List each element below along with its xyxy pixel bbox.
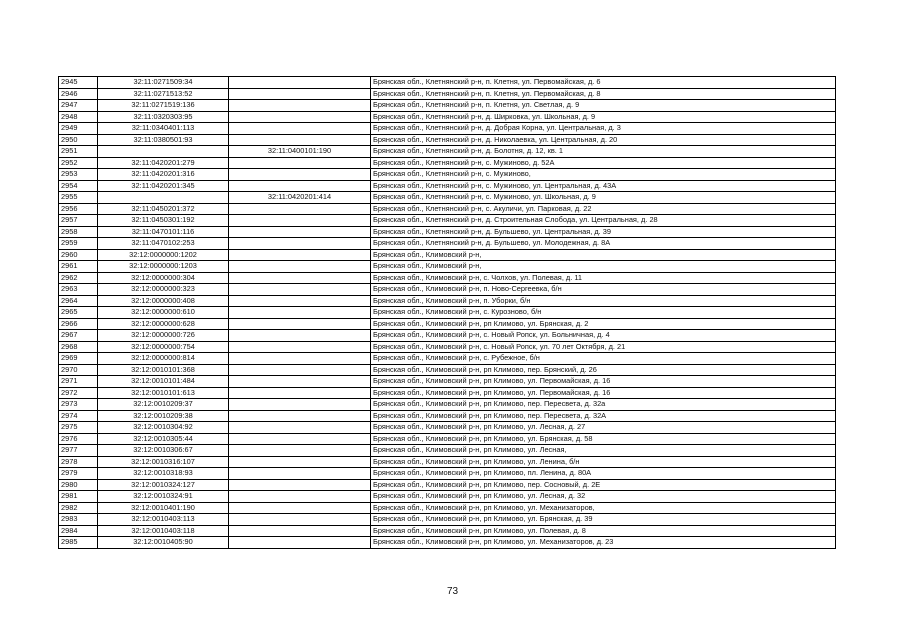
cadastral-number-cell: 32:12:0010101:613 bbox=[98, 387, 229, 399]
row-number-cell: 2947 bbox=[59, 100, 98, 112]
row-number-cell: 2960 bbox=[59, 249, 98, 261]
cadastral-number-cell: 32:11:0380501:93 bbox=[98, 134, 229, 146]
cadastral-number-cell: 32:12:0000000:754 bbox=[98, 341, 229, 353]
row-number-cell: 2957 bbox=[59, 215, 98, 227]
cadastral-number-alt-cell bbox=[229, 525, 371, 537]
row-number-cell: 2952 bbox=[59, 157, 98, 169]
cadastral-number-cell: 32:11:0340401:113 bbox=[98, 123, 229, 135]
table-row bbox=[59, 525, 836, 537]
address-cell: Брянская обл., Климовский р-н, рп Климово, ул. Механизаторов, bbox=[371, 502, 836, 514]
row-number-cell: 2958 bbox=[59, 226, 98, 238]
address-cell: Брянская обл., Климовский р-н, рп Климово, ул. Брянская, д. 58 bbox=[371, 433, 836, 445]
table-row bbox=[59, 376, 836, 388]
cadastral-number-cell: 32:12:0010316:107 bbox=[98, 456, 229, 468]
address-cell: Брянская обл., Клетнянский р-н, д. Ширковка, ул. Школьная, д. 9 bbox=[371, 111, 836, 123]
address-cell: Брянская обл., Климовский р-н, bbox=[371, 261, 836, 273]
address-cell: Брянская обл., Клетнянский р-н, с. Мужиново, ул. Школьная, д. 9 bbox=[371, 192, 836, 204]
table-row bbox=[59, 537, 836, 549]
address-cell: Брянская обл., Клетнянский р-н, с. Мужиново, д. 52А bbox=[371, 157, 836, 169]
cadastral-number-cell: 32:12:0010324:91 bbox=[98, 491, 229, 503]
cadastral-number-cell: 32:12:0010401:190 bbox=[98, 502, 229, 514]
cadastral-number-alt-cell bbox=[229, 203, 371, 215]
cadastral-number-cell: 32:12:0010403:118 bbox=[98, 525, 229, 537]
cadastral-number-cell: 32:12:0010101:484 bbox=[98, 376, 229, 388]
cadastral-number-alt-cell bbox=[229, 502, 371, 514]
table-row bbox=[59, 169, 836, 181]
row-number-cell: 2983 bbox=[59, 514, 98, 526]
cadastral-number-alt-cell bbox=[229, 295, 371, 307]
cadastral-number-alt-cell bbox=[229, 77, 371, 89]
address-cell: Брянская обл., Климовский р-н, рп Климово, пл. Ленина, д. 80А bbox=[371, 468, 836, 480]
table-row bbox=[59, 180, 836, 192]
table-row bbox=[59, 238, 836, 250]
row-number-cell: 2975 bbox=[59, 422, 98, 434]
cadastral-number-alt-cell bbox=[229, 445, 371, 457]
row-number-cell: 2965 bbox=[59, 307, 98, 319]
row-number-cell: 2969 bbox=[59, 353, 98, 365]
address-cell: Брянская обл., Климовский р-н, п. Уборки, б/н bbox=[371, 295, 836, 307]
table-row bbox=[59, 514, 836, 526]
table-row bbox=[59, 491, 836, 503]
table-row bbox=[59, 203, 836, 215]
table-row bbox=[59, 330, 836, 342]
cadastral-number-alt-cell bbox=[229, 123, 371, 135]
row-number-cell: 2984 bbox=[59, 525, 98, 537]
cadastral-number-cell: 32:11:0470102:253 bbox=[98, 238, 229, 250]
row-number-cell: 2951 bbox=[59, 146, 98, 158]
row-number-cell: 2980 bbox=[59, 479, 98, 491]
row-number-cell: 2955 bbox=[59, 192, 98, 204]
cadastral-number-cell: 32:12:0010306:67 bbox=[98, 445, 229, 457]
table-row bbox=[59, 272, 836, 284]
cadastral-number-alt-cell bbox=[229, 387, 371, 399]
table-row bbox=[59, 88, 836, 100]
cadastral-number-alt-cell: 32:11:0400101:190 bbox=[229, 146, 371, 158]
row-number-cell: 2982 bbox=[59, 502, 98, 514]
address-cell: Брянская обл., Клетнянский р-н, д. Добрая Корна, ул. Центральная, д. 3 bbox=[371, 123, 836, 135]
cadastral-number-cell: 32:12:0010324:127 bbox=[98, 479, 229, 491]
table-row bbox=[59, 100, 836, 112]
cadastral-number-cell: 32:12:0000000:610 bbox=[98, 307, 229, 319]
address-cell: Брянская обл., Климовский р-н, рп Климово, ул. Лесная, д. 32 bbox=[371, 491, 836, 503]
row-number-cell: 2974 bbox=[59, 410, 98, 422]
cadastral-number-cell: 32:12:0000000:628 bbox=[98, 318, 229, 330]
address-cell: Брянская обл., Клетнянский р-н, с. Мужиново, ул. Центральная, д. 43А bbox=[371, 180, 836, 192]
cadastral-number-alt-cell bbox=[229, 433, 371, 445]
page-number: 73 bbox=[446, 586, 459, 597]
cadastral-number-cell: 32:11:0450301:192 bbox=[98, 215, 229, 227]
cadastral-number-alt-cell bbox=[229, 353, 371, 365]
cadastral-number-cell: 32:11:0420201:279 bbox=[98, 157, 229, 169]
address-cell: Брянская обл., Клетнянский р-н, д. Бульшево, ул. Молодежная, д. 8А bbox=[371, 238, 836, 250]
row-number-cell: 2959 bbox=[59, 238, 98, 250]
address-cell: Брянская обл., Клетнянский р-н, д. Болотня, д. 12, кв. 1 bbox=[371, 146, 836, 158]
cadastral-number-cell: 32:12:0010304:92 bbox=[98, 422, 229, 434]
table-row bbox=[59, 387, 836, 399]
row-number-cell: 2981 bbox=[59, 491, 98, 503]
cadastral-number-cell: 32:12:0000000:408 bbox=[98, 295, 229, 307]
row-number-cell: 2956 bbox=[59, 203, 98, 215]
cadastral-number-alt-cell bbox=[229, 364, 371, 376]
table-row bbox=[59, 468, 836, 480]
table-row bbox=[59, 422, 836, 434]
cadastral-number-cell: 32:12:0010101:368 bbox=[98, 364, 229, 376]
table-row bbox=[59, 284, 836, 296]
row-number-cell: 2972 bbox=[59, 387, 98, 399]
cadastral-number-alt-cell bbox=[229, 284, 371, 296]
cadastral-number-alt-cell bbox=[229, 100, 371, 112]
cadastral-number-cell: 32:11:0271513:52 bbox=[98, 88, 229, 100]
address-cell: Брянская обл., Климовский р-н, рп Климово, ул. Лесная, д. 27 bbox=[371, 422, 836, 434]
table-row bbox=[59, 456, 836, 468]
table-row bbox=[59, 445, 836, 457]
table-row bbox=[59, 123, 836, 135]
table-row bbox=[59, 318, 836, 330]
table-row bbox=[59, 307, 836, 319]
cadastral-number-cell: 32:12:0010209:38 bbox=[98, 410, 229, 422]
address-cell: Брянская обл., Климовский р-н, с. Новый Ропск, ул. Больничная, д. 4 bbox=[371, 330, 836, 342]
address-cell: Брянская обл., Климовский р-н, рп Климово, пер. Сосновый, д. 2Е bbox=[371, 479, 836, 491]
cadastral-number-alt-cell bbox=[229, 399, 371, 411]
row-number-cell: 2971 bbox=[59, 376, 98, 388]
table-row bbox=[59, 399, 836, 411]
row-number-cell: 2950 bbox=[59, 134, 98, 146]
cadastral-number-cell: 32:12:0000000:323 bbox=[98, 284, 229, 296]
cadastral-number-cell: 32:12:0010403:113 bbox=[98, 514, 229, 526]
table-row bbox=[59, 502, 836, 514]
cadastral-number-alt-cell bbox=[229, 111, 371, 123]
address-cell: Брянская обл., Клетнянский р-н, с. Акуличи, ул. Парковая, д. 22 bbox=[371, 203, 836, 215]
cadastral-number-alt-cell bbox=[229, 514, 371, 526]
table-row bbox=[59, 157, 836, 169]
address-cell: Брянская обл., Климовский р-н, рп Климово, ул. Брянская, д. 39 bbox=[371, 514, 836, 526]
cadastral-number-alt-cell bbox=[229, 491, 371, 503]
row-number-cell: 2976 bbox=[59, 433, 98, 445]
cadastral-number-alt-cell bbox=[229, 226, 371, 238]
address-cell: Брянская обл., Клетнянский р-н, п. Клетня, ул. Светлая, д. 9 bbox=[371, 100, 836, 112]
cadastral-number-cell: 32:12:0000000:726 bbox=[98, 330, 229, 342]
cadastral-number-alt-cell bbox=[229, 376, 371, 388]
cadastral-number-alt-cell bbox=[229, 456, 371, 468]
cadastral-number-cell: 32:11:0271519:136 bbox=[98, 100, 229, 112]
table-row bbox=[59, 77, 836, 89]
property-registry-table bbox=[58, 76, 836, 549]
row-number-cell: 2949 bbox=[59, 123, 98, 135]
row-number-cell: 2978 bbox=[59, 456, 98, 468]
cadastral-number-cell: 32:12:0010318:93 bbox=[98, 468, 229, 480]
cadastral-number-cell: 32:11:0470101:116 bbox=[98, 226, 229, 238]
address-cell: Брянская обл., Климовский р-н, с. Рубежное, б/н bbox=[371, 353, 836, 365]
table-row bbox=[59, 192, 836, 204]
row-number-cell: 2973 bbox=[59, 399, 98, 411]
table-row bbox=[59, 353, 836, 365]
cadastral-number-cell: 32:12:0000000:1203 bbox=[98, 261, 229, 273]
cadastral-number-cell: 32:11:0271509:34 bbox=[98, 77, 229, 89]
cadastral-number-alt-cell bbox=[229, 468, 371, 480]
row-number-cell: 2948 bbox=[59, 111, 98, 123]
address-cell: Брянская обл., Климовский р-н, рп Климово, ул. Первомайская, д. 16 bbox=[371, 376, 836, 388]
table-row bbox=[59, 295, 836, 307]
table-row bbox=[59, 215, 836, 227]
cadastral-number-cell: 32:12:0000000:814 bbox=[98, 353, 229, 365]
cadastral-number-cell: 32:11:0420201:316 bbox=[98, 169, 229, 181]
row-number-cell: 2977 bbox=[59, 445, 98, 457]
address-cell: Брянская обл., Клетнянский р-н, с. Мужиново, bbox=[371, 169, 836, 181]
cadastral-number-alt-cell bbox=[229, 330, 371, 342]
cadastral-number-alt-cell bbox=[229, 157, 371, 169]
row-number-cell: 2968 bbox=[59, 341, 98, 353]
cadastral-number-cell: 32:12:0010209:37 bbox=[98, 399, 229, 411]
cadastral-number-alt-cell bbox=[229, 261, 371, 273]
table-row bbox=[59, 479, 836, 491]
table-body bbox=[59, 77, 836, 549]
address-cell: Брянская обл., Климовский р-н, рп Климово, ул. Ленина, б/н bbox=[371, 456, 836, 468]
cadastral-number-alt-cell bbox=[229, 88, 371, 100]
table-row bbox=[59, 146, 836, 158]
address-cell: Брянская обл., Климовский р-н, п. Ново-Сергеевка, б/н bbox=[371, 284, 836, 296]
address-cell: Брянская обл., Климовский р-н, рп Климово, ул. Полевая, д. 8 bbox=[371, 525, 836, 537]
cadastral-number-cell: 32:12:0000000:1202 bbox=[98, 249, 229, 261]
table-row bbox=[59, 364, 836, 376]
table-row bbox=[59, 261, 836, 273]
row-number-cell: 2962 bbox=[59, 272, 98, 284]
address-cell: Брянская обл., Климовский р-н, рп Климово, пер. Пересвета, д. 32а bbox=[371, 399, 836, 411]
address-cell: Брянская обл., Клетнянский р-н, д. Николаевка, ул. Центральная, д. 20 bbox=[371, 134, 836, 146]
cadastral-number-alt-cell bbox=[229, 341, 371, 353]
address-cell: Брянская обл., Клетнянский р-н, д. Строительная Слобода, ул. Центральная, д. 28 bbox=[371, 215, 836, 227]
address-cell: Брянская обл., Климовский р-н, рп Климово, ул. Брянская, д. 2 bbox=[371, 318, 836, 330]
row-number-cell: 2985 bbox=[59, 537, 98, 549]
table-row bbox=[59, 249, 836, 261]
row-number-cell: 2945 bbox=[59, 77, 98, 89]
cadastral-number-cell: 32:12:0010405:90 bbox=[98, 537, 229, 549]
cadastral-number-cell: 32:11:0450201:372 bbox=[98, 203, 229, 215]
address-cell: Брянская обл., Климовский р-н, с. Новый Ропск, ул. 70 лет Октября, д. 21 bbox=[371, 341, 836, 353]
cadastral-number-alt-cell bbox=[229, 537, 371, 549]
table-row bbox=[59, 111, 836, 123]
cadastral-number-alt-cell bbox=[229, 307, 371, 319]
cadastral-number-alt-cell bbox=[229, 238, 371, 250]
address-cell: Брянская обл., Климовский р-н, рп Климово, пер. Пересвета, д. 32А bbox=[371, 410, 836, 422]
row-number-cell: 2963 bbox=[59, 284, 98, 296]
cadastral-number-alt-cell bbox=[229, 249, 371, 261]
table-row bbox=[59, 341, 836, 353]
cadastral-number-alt-cell bbox=[229, 422, 371, 434]
address-cell: Брянская обл., Климовский р-н, рп Климово, ул. Лесная, bbox=[371, 445, 836, 457]
cadastral-number-cell: 32:12:0000000:304 bbox=[98, 272, 229, 284]
cadastral-number-alt-cell bbox=[229, 169, 371, 181]
cadastral-number-alt-cell bbox=[229, 318, 371, 330]
cadastral-number-alt-cell bbox=[229, 410, 371, 422]
address-cell: Брянская обл., Климовский р-н, с. Чолхов, ул. Полевая, д. 11 bbox=[371, 272, 836, 284]
table-row bbox=[59, 433, 836, 445]
address-cell: Брянская обл., Климовский р-н, с. Курозново, б/н bbox=[371, 307, 836, 319]
row-number-cell: 2954 bbox=[59, 180, 98, 192]
row-number-cell: 2966 bbox=[59, 318, 98, 330]
row-number-cell: 2953 bbox=[59, 169, 98, 181]
row-number-cell: 2967 bbox=[59, 330, 98, 342]
cadastral-number-alt-cell bbox=[229, 134, 371, 146]
row-number-cell: 2961 bbox=[59, 261, 98, 273]
address-cell: Брянская обл., Клетнянский р-н, п. Клетня, ул. Первомайская, д. 8 bbox=[371, 88, 836, 100]
row-number-cell: 2946 bbox=[59, 88, 98, 100]
cadastral-number-alt-cell bbox=[229, 215, 371, 227]
table-row bbox=[59, 226, 836, 238]
address-cell: Брянская обл., Клетнянский р-н, п. Клетня, ул. Первомайская, д. 6 bbox=[371, 77, 836, 89]
cadastral-number-alt-cell: 32:11:0420201:414 bbox=[229, 192, 371, 204]
table-row bbox=[59, 410, 836, 422]
address-cell: Брянская обл., Климовский р-н, рп Климово, пер. Брянский, д. 26 bbox=[371, 364, 836, 376]
row-number-cell: 2979 bbox=[59, 468, 98, 480]
cadastral-number-alt-cell bbox=[229, 479, 371, 491]
table-row bbox=[59, 134, 836, 146]
address-cell: Брянская обл., Климовский р-н, рп Климово, ул. Механизаторов, д. 23 bbox=[371, 537, 836, 549]
cadastral-number-cell: 32:11:0320303:95 bbox=[98, 111, 229, 123]
address-cell: Брянская обл., Клетнянский р-н, д. Бульшево, ул. Центральная, д. 39 bbox=[371, 226, 836, 238]
cadastral-number-cell: 32:12:0010305:44 bbox=[98, 433, 229, 445]
address-cell: Брянская обл., Климовский р-н, рп Климово, ул. Первомайская, д. 16 bbox=[371, 387, 836, 399]
cadastral-number-cell: 32:11:0420201:345 bbox=[98, 180, 229, 192]
row-number-cell: 2964 bbox=[59, 295, 98, 307]
cadastral-number-alt-cell bbox=[229, 180, 371, 192]
cadastral-number-cell bbox=[98, 192, 229, 204]
cadastral-number-cell bbox=[98, 146, 229, 158]
row-number-cell: 2970 bbox=[59, 364, 98, 376]
address-cell: Брянская обл., Климовский р-н, bbox=[371, 249, 836, 261]
cadastral-number-alt-cell bbox=[229, 272, 371, 284]
